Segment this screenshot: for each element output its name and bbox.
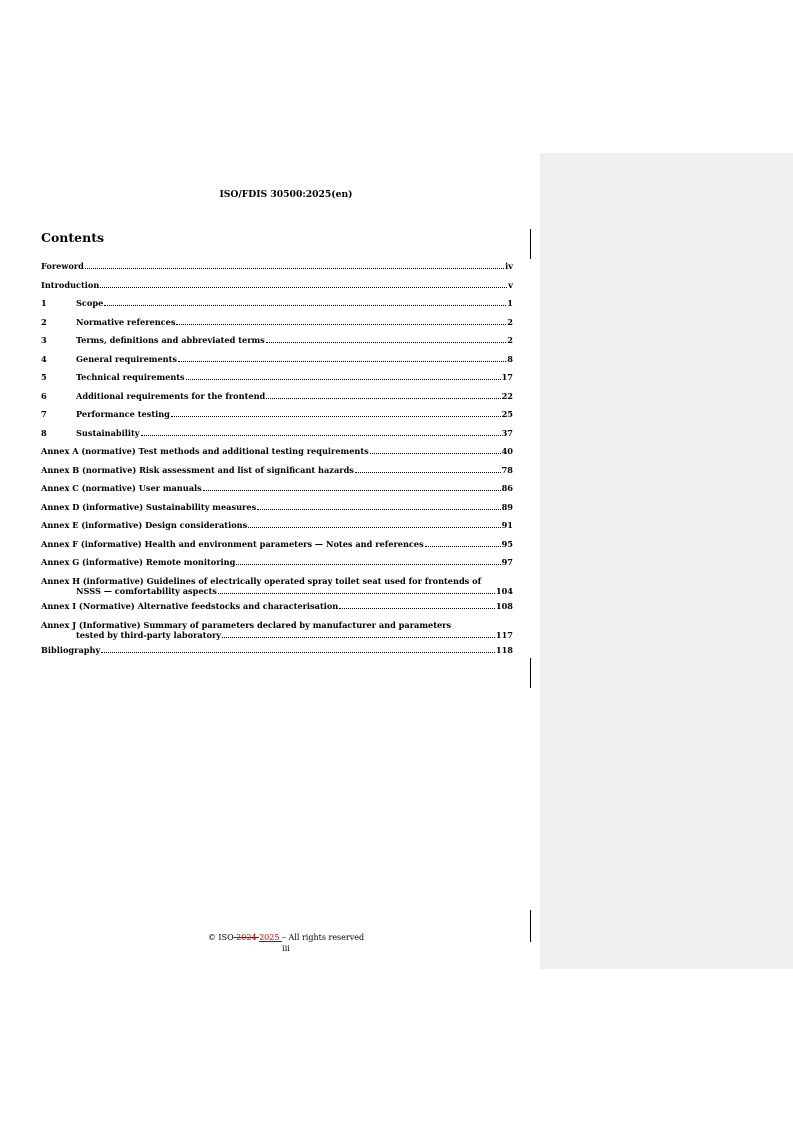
toc-entry-technical-requirements[interactable] <box>41 372 513 391</box>
toc-entry-annex-f[interactable] <box>41 539 513 558</box>
deleted-year: 2024 <box>233 933 260 942</box>
toc-entry-title-line1: Annex H (informative) Guidelines of electrically operated spray toilet seat used for frontends of <box>41 575 482 586</box>
copyright-line <box>41 932 531 943</box>
toc-leader-dots <box>248 526 500 528</box>
toc-entry-title: Scope <box>76 298 104 308</box>
toc-entry-frontend-requirements[interactable] <box>41 391 513 410</box>
toc-entry-line2 <box>41 586 513 596</box>
toc-entry-page: 86 <box>501 483 513 493</box>
toc-leader-dots <box>171 415 501 417</box>
toc-leader-dots <box>222 636 495 638</box>
toc-entry-number: 8 <box>41 427 47 438</box>
document-header-title: ISO/FDIS 30500:2025(en) <box>219 189 353 200</box>
toc-entry-page: 78 <box>501 464 513 475</box>
toc-entry-title: Annex C (normative) User manuals <box>41 483 202 493</box>
toc-entry-terms[interactable] <box>41 335 513 354</box>
toc-entry-title: Terms, definitions and abbreviated terms <box>76 335 265 345</box>
toc-entry-annex-e[interactable] <box>41 520 513 539</box>
toc-entry-page: 2 <box>507 335 513 345</box>
change-bar <box>530 229 531 259</box>
toc-entry-title: Annex A (normative) Test methods and additional testing requirements <box>41 446 369 456</box>
toc-entry-title: Sustainability <box>76 427 140 438</box>
toc-leader-dots <box>370 452 501 454</box>
toc-entry-annex-a[interactable] <box>41 446 513 465</box>
toc-leader-dots <box>339 607 495 609</box>
table-of-contents <box>41 261 513 664</box>
toc-entry-page: v <box>508 279 513 290</box>
toc-leader-dots <box>186 378 501 380</box>
page-number: iii <box>282 944 290 953</box>
toc-entry-page: 104 <box>495 585 513 596</box>
toc-entry-page: 25 <box>501 409 513 419</box>
toc-entry-page: 2 <box>507 316 513 327</box>
toc-leader-dots <box>266 341 507 343</box>
toc-entry-page: 117 <box>495 629 513 640</box>
toc-entry-title: Annex B (normative) Risk assessment and list of significant hazards <box>41 464 354 475</box>
toc-entry-line2 <box>41 630 513 640</box>
toc-entry-number: 3 <box>41 335 47 345</box>
toc-leader-dots <box>236 563 500 565</box>
toc-entry-number: 7 <box>41 409 47 419</box>
toc-entry-page: 1 <box>507 298 513 308</box>
toc-leader-dots <box>100 286 507 288</box>
toc-entry-title: Annex G (informative) Remote monitoring <box>41 557 236 567</box>
toc-leader-dots <box>176 323 506 325</box>
toc-entry-general-requirements[interactable] <box>41 354 513 373</box>
toc-entry-title-line2: NSSS — comfortability aspects <box>76 585 217 596</box>
toc-entry-page: 37 <box>501 427 513 438</box>
toc-entry-title: Annex E (informative) Design considerations <box>41 520 248 530</box>
toc-leader-dots <box>218 592 495 594</box>
toc-entry-annex-h[interactable] <box>41 576 513 602</box>
toc-entry-annex-i[interactable] <box>41 601 513 620</box>
toc-entry-title: Additional requirements for the frontend <box>76 390 266 401</box>
toc-entry-page: iv <box>505 261 513 271</box>
toc-entry-title: Annex F (informative) Health and environment parameters — Notes and references <box>41 538 424 549</box>
toc-entry-page: 8 <box>507 353 513 364</box>
toc-entry-annex-d[interactable] <box>41 502 513 521</box>
toc-leader-dots <box>203 489 501 491</box>
comment-pane <box>540 153 793 969</box>
toc-leader-dots <box>178 360 506 362</box>
toc-entry-title: Technical requirements <box>76 372 185 382</box>
toc-entry-title: Bibliography <box>41 645 101 655</box>
toc-entry-page: 89 <box>501 501 513 512</box>
toc-entry-annex-c[interactable] <box>41 483 513 502</box>
toc-entry-performance-testing[interactable] <box>41 409 513 428</box>
toc-leader-dots <box>141 434 501 436</box>
toc-entry-page: 22 <box>501 390 513 401</box>
toc-entry-title: Annex D (informative) Sustainability measures <box>41 501 257 512</box>
toc-entry-page: 40 <box>501 446 513 456</box>
toc-entry-page: 118 <box>495 645 513 655</box>
toc-entry-normative-references[interactable] <box>41 317 513 336</box>
toc-entry-page: 95 <box>501 538 513 549</box>
copyright-suffix: – All rights reserved <box>282 933 365 942</box>
toc-entry-title: Performance testing <box>76 409 170 419</box>
toc-leader-dots <box>355 471 501 473</box>
toc-entry-annex-g[interactable] <box>41 557 513 576</box>
toc-entry-introduction[interactable] <box>41 280 513 299</box>
toc-entry-title-line1: Annex J (Informative) Summary of parameters declared by manufacturer and parameters <box>41 619 452 630</box>
toc-entry-number: 2 <box>41 316 47 327</box>
toc-entry-title: General requirements <box>76 353 177 364</box>
toc-entry-title-line2: tested by third-party laboratory <box>76 629 222 640</box>
toc-entry-page: 91 <box>501 520 513 530</box>
toc-entry-number: 4 <box>41 353 47 364</box>
toc-entry-page: 97 <box>501 557 513 567</box>
toc-leader-dots <box>85 267 504 269</box>
toc-entry-number: 5 <box>41 372 47 382</box>
toc-leader-dots <box>257 508 500 510</box>
toc-entry-page: 17 <box>501 372 513 382</box>
toc-entry-page: 108 <box>495 601 513 611</box>
toc-entry-title: Foreword <box>41 261 84 271</box>
page-footer <box>41 932 531 954</box>
copyright-prefix: © ISO <box>207 933 234 942</box>
toc-entry-title: Annex I (Normative) Alternative feedstocks and characterisation <box>41 601 339 611</box>
toc-entry-annex-j[interactable] <box>41 620 513 646</box>
toc-entry-sustainability[interactable] <box>41 428 513 447</box>
toc-entry-title: Introduction <box>41 279 100 290</box>
inserted-year: 2025 <box>259 933 282 942</box>
toc-leader-dots <box>101 651 495 653</box>
change-bar <box>530 658 531 688</box>
toc-entry-annex-b[interactable] <box>41 465 513 484</box>
toc-entry-foreword[interactable] <box>41 261 513 280</box>
toc-entry-title: Normative references <box>76 316 176 327</box>
toc-entry-number: 6 <box>41 390 47 401</box>
toc-leader-dots <box>266 397 500 399</box>
contents-heading: Contents <box>41 230 105 245</box>
toc-entry-number: 1 <box>41 298 47 308</box>
toc-entry-bibliography[interactable] <box>41 645 513 664</box>
toc-entry-scope[interactable] <box>41 298 513 317</box>
toc-leader-dots <box>104 304 506 306</box>
toc-leader-dots <box>425 545 501 547</box>
